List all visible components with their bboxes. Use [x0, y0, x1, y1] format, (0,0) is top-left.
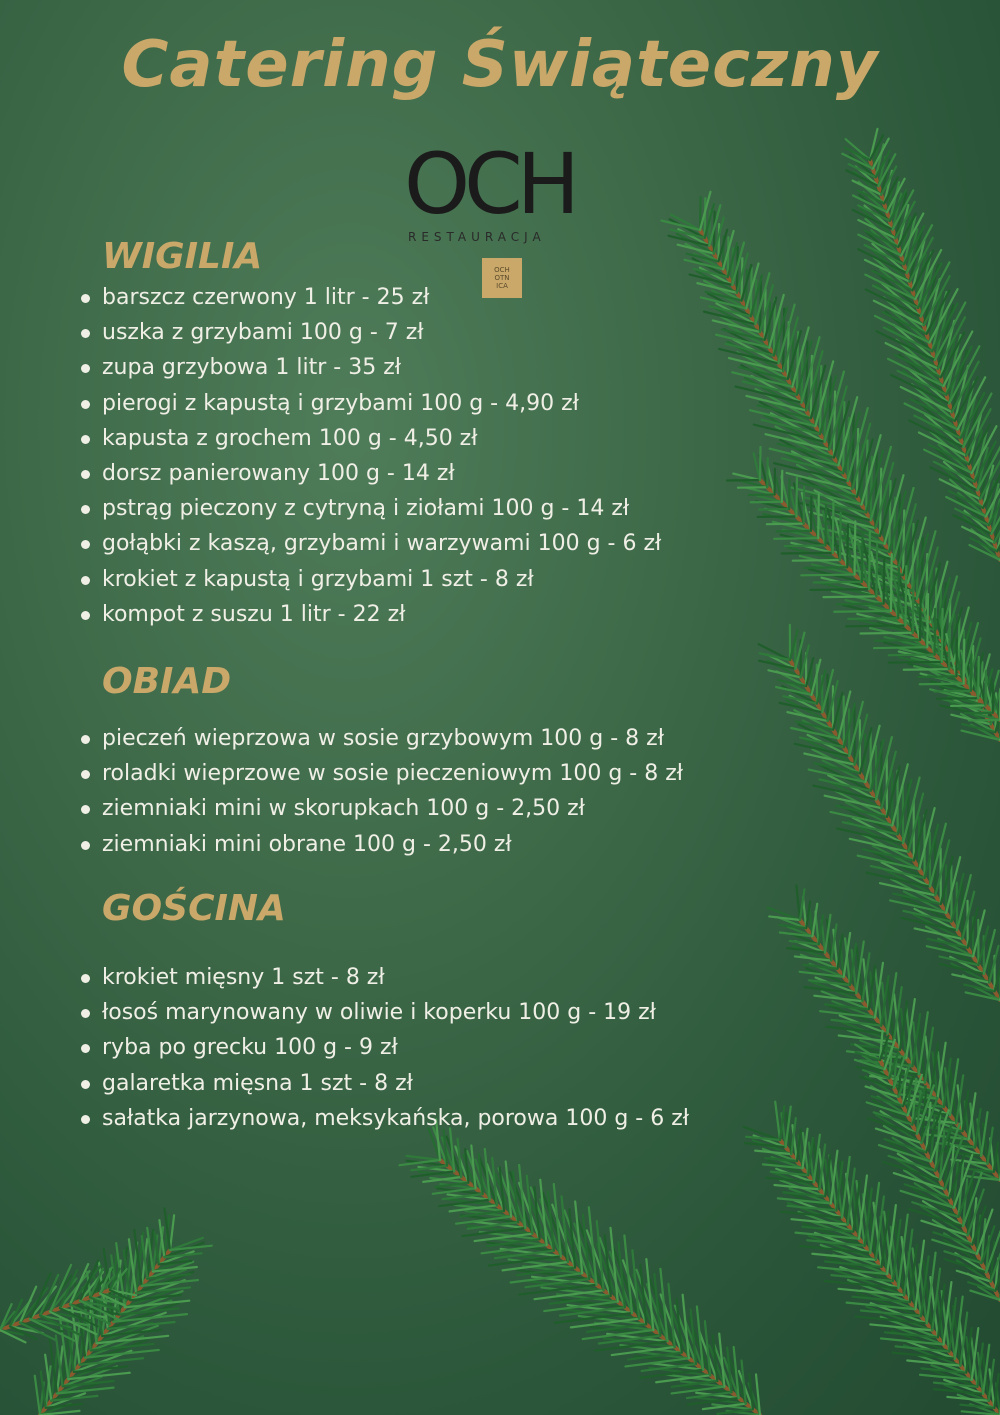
menu-list-goscina [78, 960, 689, 1136]
menu-item: roladki wieprzowe w sosie pieczeniowym 100 g - 8 zł [78, 756, 683, 791]
menu-item: pieczeń wieprzowa w sosie grzybowym 100 g - 8 zł [78, 721, 683, 756]
menu-item: uszka z grzybami 100 g - 7 zł [78, 315, 661, 350]
menu-item: ryba po grecku 100 g - 9 zł [78, 1030, 689, 1065]
section-heading-obiad: OBIAD [102, 661, 232, 702]
menu-item: kapusta z grochem 100 g - 4,50 zł [78, 421, 661, 456]
section-heading-goscina: GOŚCINA [102, 888, 286, 929]
menu-item: łosoś marynowany w oliwie i koperku 100 g - 19 zł [78, 995, 689, 1030]
page-title: Catering Świąteczny [121, 28, 879, 102]
menu-item: pierogi z kapustą i grzybami 100 g - 4,90 zł [78, 386, 661, 421]
badge-line: OTN [494, 274, 510, 282]
menu-item: ziemniaki mini w skorupkach 100 g - 2,50 zł [78, 791, 683, 826]
menu-item: krokiet z kapustą i grzybami 1 szt - 8 zł [78, 562, 661, 597]
restaurant-logo: OCH [404, 135, 574, 233]
menu-item: gołąbki z kaszą, grzybami i warzywami 100 g - 6 zł [78, 526, 661, 561]
menu-list-obiad [78, 721, 683, 862]
menu-item: dorsz panierowany 100 g - 14 zł [78, 456, 661, 491]
badge-line: ICA [496, 282, 508, 290]
menu-item: galaretka mięsna 1 szt - 8 zł [78, 1066, 689, 1101]
menu-item: barszcz czerwony 1 litr - 25 zł [78, 280, 661, 315]
menu-item: kompot z suszu 1 litr - 22 zł [78, 597, 661, 632]
section-heading-wigilia: WIGILIA [102, 236, 263, 277]
menu-item: sałatka jarzynowa, meksykańska, porowa 100 g - 6 zł [78, 1101, 689, 1136]
menu-item: pstrąg pieczony z cytryną i ziołami 100 g - 14 zł [78, 491, 661, 526]
menu-item: ziemniaki mini obrane 100 g - 2,50 zł [78, 827, 683, 862]
menu-item: krokiet mięsny 1 szt - 8 zł [78, 960, 689, 995]
logo-subtitle: RESTAURACJA [408, 230, 546, 244]
badge-line: OCH [494, 266, 510, 274]
menu-list-wigilia [78, 280, 661, 632]
menu-item: zupa grzybowa 1 litr - 35 zł [78, 350, 661, 385]
